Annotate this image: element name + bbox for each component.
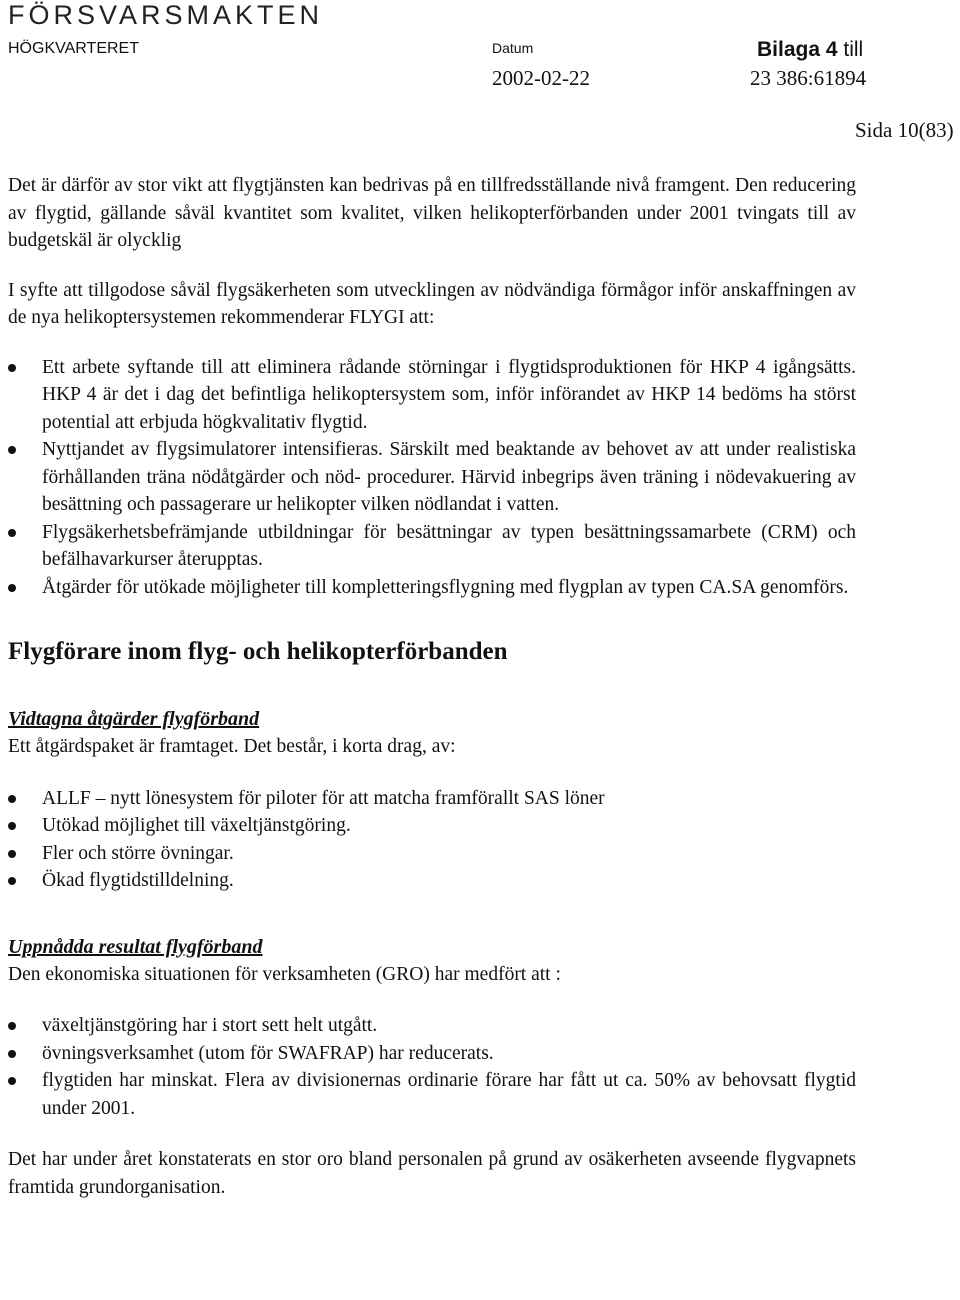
list-item: Nyttjandet av flygsimulatorer intensifieras. Särskilt med beaktande av behovet av att under realistiska förhållanden träna nödåtgärder och nöd- procedurer. Härvid inbegrips även träning i nödevakuering av besättning och passagerare ur helikopter vilken nödlandat i vatten. xyxy=(8,436,856,519)
intro-paragraph: Det är därför av stor vikt att flygtjänsten kan bedrivas på en tillfredsställande nivå framgent. Den reducering av flygtid, gällande såväl kvantitet som kvalitet, vilken helikopterförbanden under 2001 tvingats till av budgetskäl är olycklig xyxy=(8,175,856,251)
list-item: Ett arbete syftande till att eliminera rådande störningar i flygtidsproduktionen för HKP 4 igångsätts. HKP 4 är det i dag det befintliga helikoptersystem som, inför införandet av HKP 14 bedöms ha störst potential att erbjuda högkvalitativ flygtid. xyxy=(8,354,856,437)
list-item: Fler och större övningar. xyxy=(8,840,856,868)
actions-list xyxy=(8,785,856,895)
results-list xyxy=(8,1012,856,1122)
org-logo: FÖRSVARSMAKTEN xyxy=(8,0,324,30)
subheading-actions: Vidtagna åtgärder flygförband xyxy=(8,708,260,730)
attachment-suffix: till xyxy=(837,38,864,61)
date-label: Datum xyxy=(492,40,534,56)
list-item: flygtiden har minskat. Flera av divisionernas ordinarie förare har fått ut ca. 50% av behovsatt flygtid under 2001. xyxy=(8,1067,856,1122)
list-item: Flygsäkerhetsbefrämjande utbildningar för besättningar av typen besättningssamarbete (CRM) och befälhavarkurser återupptas. xyxy=(8,519,856,574)
unit-name: HÖGKVARTERET xyxy=(8,40,139,57)
list-item: Utökad möjlighet till växeltjänstgöring. xyxy=(8,812,856,840)
attachment-number: Bilaga 4 xyxy=(757,38,838,61)
list-item: ALLF – nytt lönesystem för piloter för att matcha framförallt SAS löner xyxy=(8,785,856,813)
list-item: övningsverksamhet (utom för SWAFRAP) har reducerats. xyxy=(8,1040,856,1068)
list-item: Åtgärder för utökade möjligheter till kompletteringsflygning med flygplan av typen CA.SA genomförs. xyxy=(8,574,856,602)
actions-intro: Ett åtgärdspaket är framtaget. Det består, i korta drag, av: xyxy=(8,736,456,757)
attachment-label xyxy=(757,38,863,62)
document-body xyxy=(8,172,856,1201)
page-number: Sida 10(83) xyxy=(855,118,954,142)
document-date: 2002-02-22 xyxy=(492,66,590,90)
reference-number: 23 386:61894 xyxy=(750,66,867,90)
list-item: Ökad flygtidstilldelning. xyxy=(8,867,856,895)
closing-paragraph: Det har under året konstaterats en stor oro bland personalen på grund av osäkerheten avseende flygvapnets framtida grundorganisation. xyxy=(8,1149,856,1198)
results-intro: Den ekonomiska situationen för verksamheten (GRO) har medfört att : xyxy=(8,963,561,985)
subheading-results: Uppnådda resultat flygförband xyxy=(8,935,263,958)
recommendation-intro: I syfte att tillgodose såväl flygsäkerheten som utvecklingen av nödvändiga förmågor inför anskaffningen av de nya helikoptersystemen rekommenderar FLYGI att: xyxy=(8,279,856,328)
section-heading: Flygförare inom flyg- och helikopterförbanden xyxy=(8,638,508,665)
recommendation-list xyxy=(8,354,856,602)
list-item: växeltjänstgöring har i stort sett helt utgått. xyxy=(8,1012,856,1040)
